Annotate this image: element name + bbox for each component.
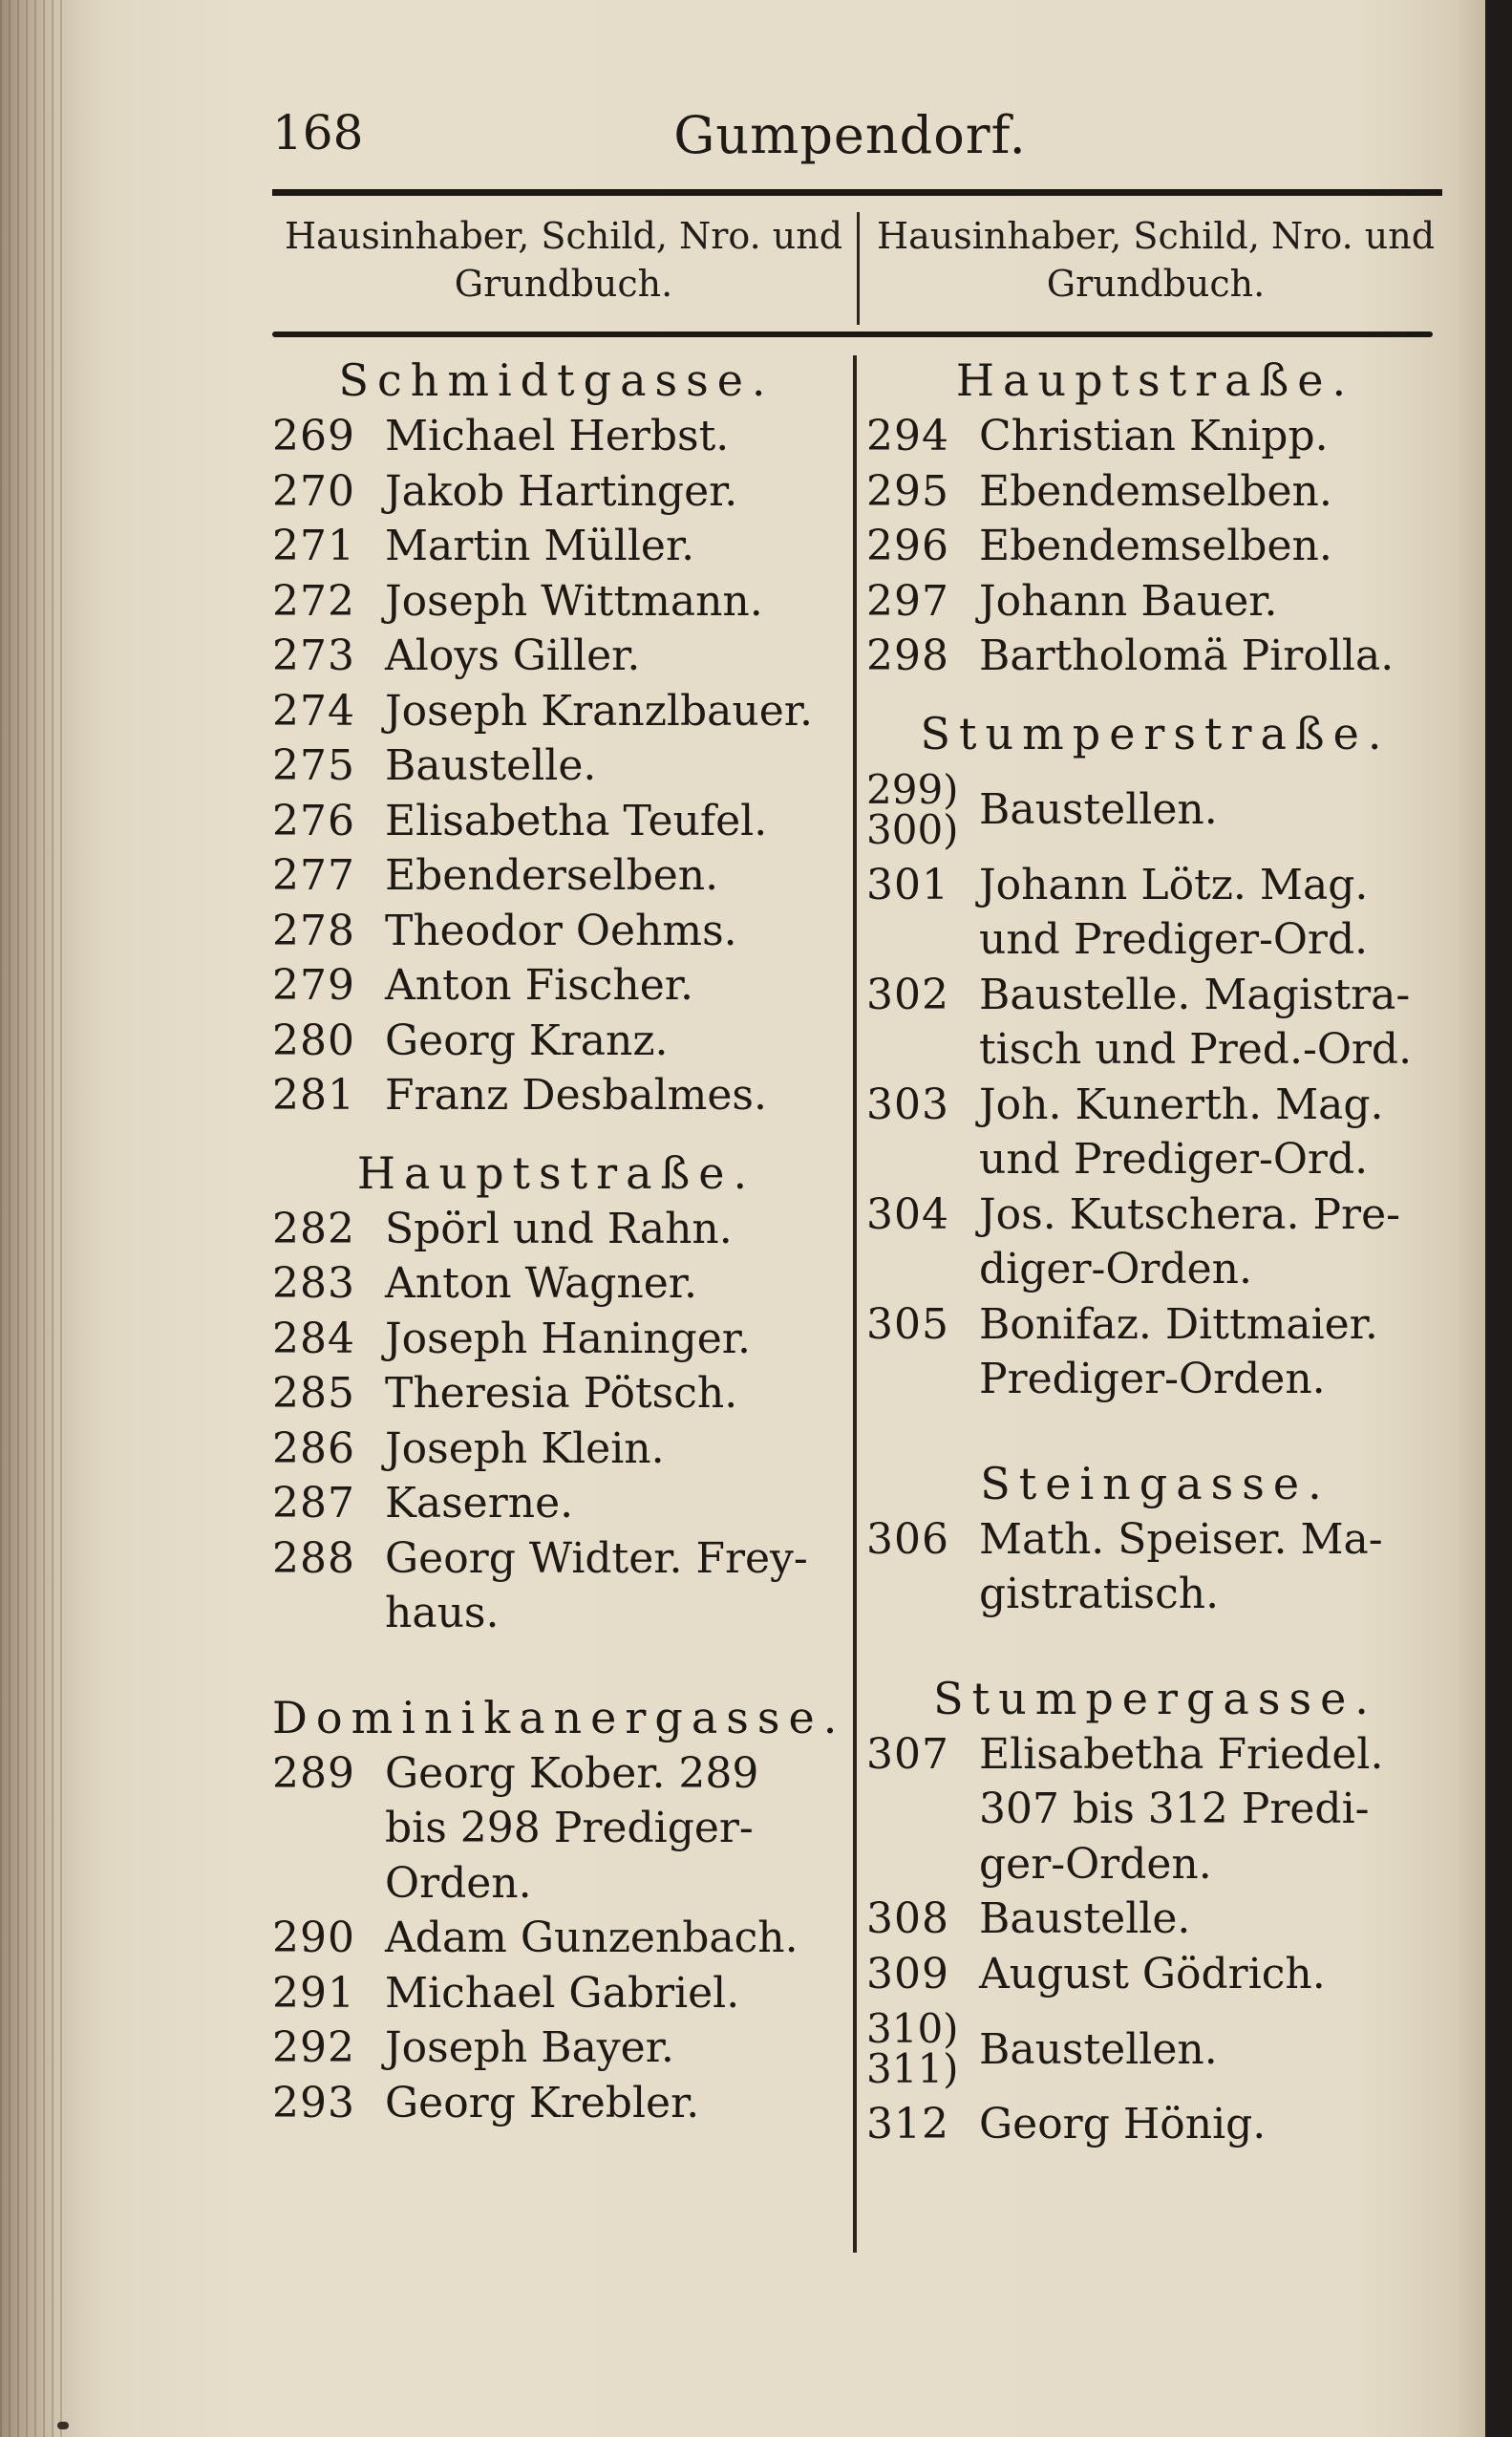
list-item [272,1966,841,2021]
house-number: 307 [866,1729,949,1779]
house-number: 280 [272,1015,355,1065]
owner-name: Ebendemselben. [979,466,1332,516]
owner-name: Michael Herbst. [385,412,730,460]
owner-name: Baustellen. [979,785,1218,834]
house-number: 311) [866,2045,959,2092]
street-heading: Hauptstraße. [356,1146,756,1199]
owner-name: Kaserne. [385,1479,574,1528]
owner-name: Georg Kranz. [385,1015,669,1065]
house-number: 273 [272,631,355,680]
owner-name: Jakob Hartinger. [385,466,738,516]
house-number: 302 [866,970,949,1019]
list-item [272,794,841,849]
owner-name: Joseph Kranzlbauer. [385,686,813,736]
house-number: 287 [272,1479,355,1528]
owner-name: Joh. Kunerth. Mag. [979,1080,1384,1129]
owner-name: Georg Hönig. [979,2100,1267,2148]
house-number: 301 [866,860,949,909]
house-number: 282 [272,1204,355,1253]
column-header-rule [272,331,1433,337]
list-item [272,464,841,520]
list-item [272,1366,841,1422]
house-number: 288 [272,1533,355,1583]
list-item [272,574,841,630]
list-item [866,1892,1444,1947]
house-number: 312 [866,2100,949,2148]
owner-name: Baustelle. Magistra- [979,970,1411,1019]
page-mark [57,2422,69,2429]
house-number: 298 [866,631,949,680]
owner-name: Joseph Haninger. [385,1314,751,1363]
house-number: 272 [272,576,355,626]
house-number: 290 [272,1913,355,1962]
owner-name: August Gödrich. [979,1949,1326,1999]
house-number: 299) [866,765,959,813]
column-header-right: Hausinhaber, Schild, Nro. und Grundbuch. [876,215,1436,305]
house-number: 306 [866,1514,949,1564]
owner-name: Franz Desbalmes. [385,1071,767,1120]
list-item [272,1422,841,1477]
list-item [272,684,841,739]
house-number: 300) [866,805,959,853]
street-heading: Stumperstraße. [920,707,1391,759]
house-number: 303 [866,1080,949,1129]
owner-name-continued: und Prediger-Ord. [979,915,1369,964]
header-rule [272,189,1442,196]
owner-name: Baustelle. [979,1894,1191,1943]
owner-name: Theodor Oehms. [385,906,737,955]
owner-name: Aloys Giller. [385,631,641,680]
owner-name: Baustellen. [979,2024,1218,2074]
list-item [272,904,841,959]
owner-name: Elisabetha Teufel. [385,796,768,845]
owner-name-continued: haus. [385,1589,500,1637]
owner-name: Baustelle. [385,741,597,790]
list-item [272,1202,841,1257]
street-heading: Schmidtgasse. [338,354,775,406]
list-item-group [866,765,1444,853]
list-item [272,2020,841,2076]
house-number: 310) [866,2005,959,2052]
owner-name: Theresia Pötsch. [385,1369,738,1418]
house-number: 289 [272,1748,355,1798]
list-item [272,1746,841,1912]
page-edge-shadow [0,0,67,2437]
owner-name: Joseph Klein. [385,1423,665,1473]
list-item [866,2097,1444,2152]
list-item [866,1187,1444,1297]
house-number: 308 [866,1894,949,1943]
house-number: 297 [866,576,949,626]
house-number: 305 [866,1299,949,1349]
owner-name: Michael Gabriel. [385,1968,740,2018]
owner-name: Jos. Kutschera. Pre- [979,1189,1400,1239]
house-number: 277 [272,851,355,900]
house-number: 270 [272,466,355,516]
owner-name-continued: Orden. [385,1858,532,1908]
list-item [866,464,1444,520]
list-item [866,1512,1444,1622]
list-item [272,2076,841,2131]
owner-name: Johann Bauer. [979,576,1278,626]
list-item [866,1947,1444,2002]
list-item [272,1476,841,1531]
house-number: 293 [272,2078,355,2127]
list-item [272,1068,841,1123]
owner-name-continued: Prediger-Orden. [979,1355,1326,1403]
list-item [866,1297,1444,1407]
list-item [866,1078,1444,1187]
list-item [272,1312,841,1367]
left-column [272,352,846,2130]
owner-name: Adam Gunzenbach. [385,1913,799,1962]
list-item [866,574,1444,630]
owner-name-continued: diger-Orden. [979,1245,1252,1293]
list-item-group [866,2005,1444,2092]
owner-name: Anton Fischer. [385,961,693,1010]
page-number: 168 [272,105,364,160]
owner-name: Spörl und Rahn. [385,1204,733,1253]
running-head [272,105,1428,182]
list-item [866,858,1444,968]
house-number: 295 [866,466,949,516]
street-heading: Hauptstraße. [955,354,1355,406]
list-item [866,409,1444,464]
list-item [272,848,841,904]
owner-name: Elisabetha Friedel. [979,1729,1384,1779]
house-number: 278 [272,906,355,955]
house-number: 304 [866,1189,949,1239]
page-title: Gumpendorf. [673,105,1027,165]
street-heading: Steingasse. [980,1457,1331,1509]
street-heading: Stumpergasse. [933,1672,1377,1724]
right-column [866,352,1444,2152]
house-number: 285 [272,1369,355,1418]
owner-name: Joseph Wittmann. [385,576,763,626]
list-item [866,1727,1444,1892]
street-heading: Dominikanergasse. [272,1691,846,1743]
owner-name: Anton Wagner. [385,1259,697,1308]
list-item [272,409,841,464]
owner-name: Georg Kober. 289 [385,1748,759,1798]
house-number: 275 [272,741,355,790]
house-number: 274 [272,686,355,736]
owner-name: Christian Knipp. [979,412,1329,460]
house-number: 269 [272,412,355,460]
owner-name: Georg Krebler. [385,2078,700,2127]
column-divider [853,355,857,2253]
background-edge [1485,0,1512,2437]
owner-name: Bonifaz. Dittmaier. [979,1299,1378,1349]
owner-name: Joseph Bayer. [385,2023,674,2072]
list-item [272,1256,841,1312]
owner-name: Johann Lötz. Mag. [979,860,1369,909]
list-item [272,958,841,1014]
list-item [272,1531,841,1641]
owner-name-continued: und Prediger-Ord. [979,1135,1369,1184]
owner-name: Ebendemselben. [979,522,1332,570]
house-number: 284 [272,1314,355,1363]
house-number: 309 [866,1949,949,1999]
list-item [866,968,1444,1078]
house-number: 276 [272,796,355,845]
owner-name-continued: gistratisch. [979,1570,1220,1618]
owner-name-continued: bis 298 Prediger- [385,1804,754,1852]
list-item [272,629,841,684]
owner-name: Martin Müller. [385,522,695,570]
owner-name-continued: tisch und Pred.-Ord. [979,1025,1413,1074]
house-number: 286 [272,1423,355,1473]
list-item [272,519,841,574]
house-number: 279 [272,961,355,1010]
list-item [272,1911,841,1966]
list-item [866,629,1444,684]
house-number: 283 [272,1259,355,1308]
house-number: 292 [272,2023,355,2072]
house-number: 291 [272,1968,355,2018]
column-divider-header [857,212,860,325]
owner-name-continued: 307 bis 312 Predi- [979,1785,1370,1833]
owner-name: Bartholomä Pirolla. [979,631,1395,680]
house-number: 296 [866,522,949,570]
owner-name: Ebenderselben. [385,851,719,900]
list-item [866,519,1444,574]
house-number: 281 [272,1071,355,1120]
owner-name: Math. Speiser. Ma- [979,1514,1383,1564]
owner-name: Georg Widter. Frey- [385,1533,808,1583]
column-header-left: Hausinhaber, Schild, Nro. und Grundbuch. [284,215,843,305]
house-number: 271 [272,522,355,570]
list-item [272,1014,841,1069]
list-item [272,738,841,794]
house-number: 294 [866,412,949,460]
owner-name-continued: ger-Orden. [979,1839,1212,1889]
